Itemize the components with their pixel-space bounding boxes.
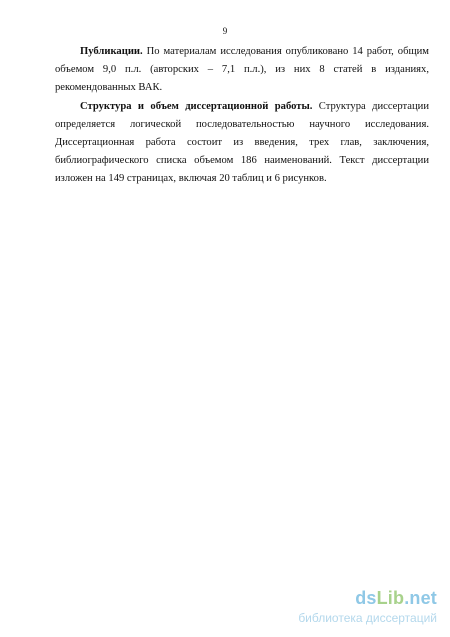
page-number: 9 [222, 26, 228, 36]
body-text [55, 43, 429, 189]
paragraph-publications [55, 43, 429, 98]
paragraph-heading: Структура и объем диссертационной работы. [80, 100, 313, 112]
paragraph-heading: Публикации. [80, 46, 143, 57]
paragraph-text: Структура диссертации определяется логической последовательностью научного исследования. Диссертационная работа состоит из введения, трех глав, заключения, библиографического списка объемом 186 наименований. Текст диссертации изложен на 149 страницах, включая 20 таблиц и 6 рисунков. [55, 100, 429, 185]
watermark-tagline: библиотека диссертаций [298, 611, 437, 625]
watermark-logo: dsLib.net [355, 588, 437, 608]
paragraph-text: По материалам исследования опубликовано 14 работ, общим объемом 9,0 п.л. (авторских – 7,1 п.л.), из них 8 статей в изданиях, рекомендованных ВАК. [55, 46, 429, 94]
paragraph-structure [55, 98, 429, 189]
watermark [275, 588, 445, 632]
